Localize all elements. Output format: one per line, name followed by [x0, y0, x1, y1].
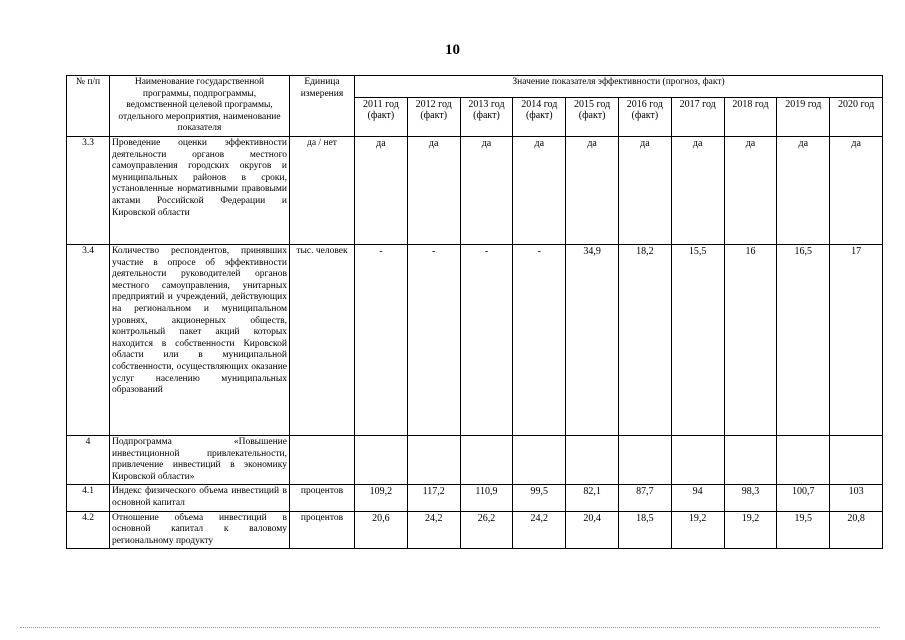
row-value: 20,6 — [355, 511, 408, 549]
row-value: да — [830, 136, 883, 244]
row-value — [777, 435, 830, 484]
row-value: да — [460, 136, 513, 244]
header-year: 2020 год — [830, 97, 883, 136]
row-value: да — [671, 136, 724, 244]
page-number: 10 — [445, 42, 460, 58]
header-values-group: Значение показателя эффективности (прогноз, факт) — [355, 76, 883, 98]
header-year: 2018 год — [724, 97, 777, 136]
row-value: да — [618, 136, 671, 244]
row-value: 19,2 — [724, 511, 777, 549]
row-num: 4.1 — [67, 485, 110, 511]
row-value: - — [355, 244, 408, 435]
row-name: Подпрограмма «Повышение инвестиционной привлекательности, привлечение инвестиций в экономику Кировской области» — [110, 435, 290, 484]
scan-artifact-divider — [20, 627, 880, 630]
row-num: 4 — [67, 435, 110, 484]
row-value: 94 — [671, 485, 724, 511]
row-value: 24,2 — [513, 511, 566, 549]
row-name: Индекс физического объема инвестиций в основной капитал — [110, 485, 290, 511]
indicator-table — [66, 75, 883, 549]
row-value: да — [355, 136, 408, 244]
row-value: 20,8 — [830, 511, 883, 549]
row-name: Проведение оценки эффективности деятельности органов местного самоуправления городских округов и муниципальных районов в сроки, установленные нормативными правовыми актами Российской Федерации и Кировской области — [110, 136, 290, 244]
header-year: 2017 год — [671, 97, 724, 136]
row-value: 17 — [830, 244, 883, 435]
row-value: да — [407, 136, 460, 244]
row-value: - — [513, 244, 566, 435]
row-unit — [290, 435, 355, 484]
row-value: 99,5 — [513, 485, 566, 511]
row-name: Количество респондентов, принявших участие в опросе об эффективности деятельности руководителей органов местного самоуправления, унитарных предприятий и учреждений, действующих на региональном и муниципальном уровнях, акционерных обществ, контрольный пакет акций которых находится в собственности Кировской области или в муниципальной собственности, осуществляющих оказание услуг населению муниципальных образований — [110, 244, 290, 435]
row-name: Отношение объема инвестиций в основной капитал к валовому региональному продукту — [110, 511, 290, 549]
header-year: 2011 год (факт) — [355, 97, 408, 136]
row-value: 100,7 — [777, 485, 830, 511]
row-value: 109,2 — [355, 485, 408, 511]
row-value: да — [777, 136, 830, 244]
header-year: 2016 год (факт) — [618, 97, 671, 136]
row-value — [513, 435, 566, 484]
header-year: 2019 год — [777, 97, 830, 136]
row-value: 24,2 — [407, 511, 460, 549]
header-year: 2014 год (факт) — [513, 97, 566, 136]
table-row — [67, 136, 883, 244]
row-value: 20,4 — [566, 511, 619, 549]
row-num: 3.3 — [67, 136, 110, 244]
row-value: 117,2 — [407, 485, 460, 511]
row-value: 87,7 — [618, 485, 671, 511]
header-name: Наименование государственной программы, подпрограммы, ведомственной целевой программы, отдельного мероприятия, наименование показателя — [110, 76, 290, 137]
row-value — [724, 435, 777, 484]
row-num: 3.4 — [67, 244, 110, 435]
row-value — [460, 435, 513, 484]
table-row — [67, 244, 883, 435]
row-value: 15,5 — [671, 244, 724, 435]
header-year: 2015 год (факт) — [566, 97, 619, 136]
row-value — [355, 435, 408, 484]
row-num: 4.2 — [67, 511, 110, 549]
row-value: 18,5 — [618, 511, 671, 549]
row-value: - — [460, 244, 513, 435]
row-value: да — [724, 136, 777, 244]
row-value: 34,9 — [566, 244, 619, 435]
row-value: 19,2 — [671, 511, 724, 549]
row-value: 18,2 — [618, 244, 671, 435]
row-unit: тыс. человек — [290, 244, 355, 435]
header-unit: Единица измерения — [290, 76, 355, 137]
row-value: 82,1 — [566, 485, 619, 511]
table-row — [67, 435, 883, 484]
row-value: - — [407, 244, 460, 435]
row-value — [671, 435, 724, 484]
row-value: да — [566, 136, 619, 244]
row-value — [407, 435, 460, 484]
row-unit: процентов — [290, 485, 355, 511]
row-value: 19,5 — [777, 511, 830, 549]
row-value — [830, 435, 883, 484]
table-row — [67, 485, 883, 511]
row-value: 26,2 — [460, 511, 513, 549]
header-year: 2013 год (факт) — [460, 97, 513, 136]
row-value: да — [513, 136, 566, 244]
row-unit: процентов — [290, 511, 355, 549]
row-value: 103 — [830, 485, 883, 511]
row-value — [618, 435, 671, 484]
header-num: № п/п — [67, 76, 110, 137]
row-value — [566, 435, 619, 484]
row-value: 16,5 — [777, 244, 830, 435]
row-unit: да / нет — [290, 136, 355, 244]
row-value: 98,3 — [724, 485, 777, 511]
row-value: 110,9 — [460, 485, 513, 511]
table-row — [67, 511, 883, 549]
header-row — [67, 76, 883, 98]
row-value: 16 — [724, 244, 777, 435]
header-year: 2012 год (факт) — [407, 97, 460, 136]
